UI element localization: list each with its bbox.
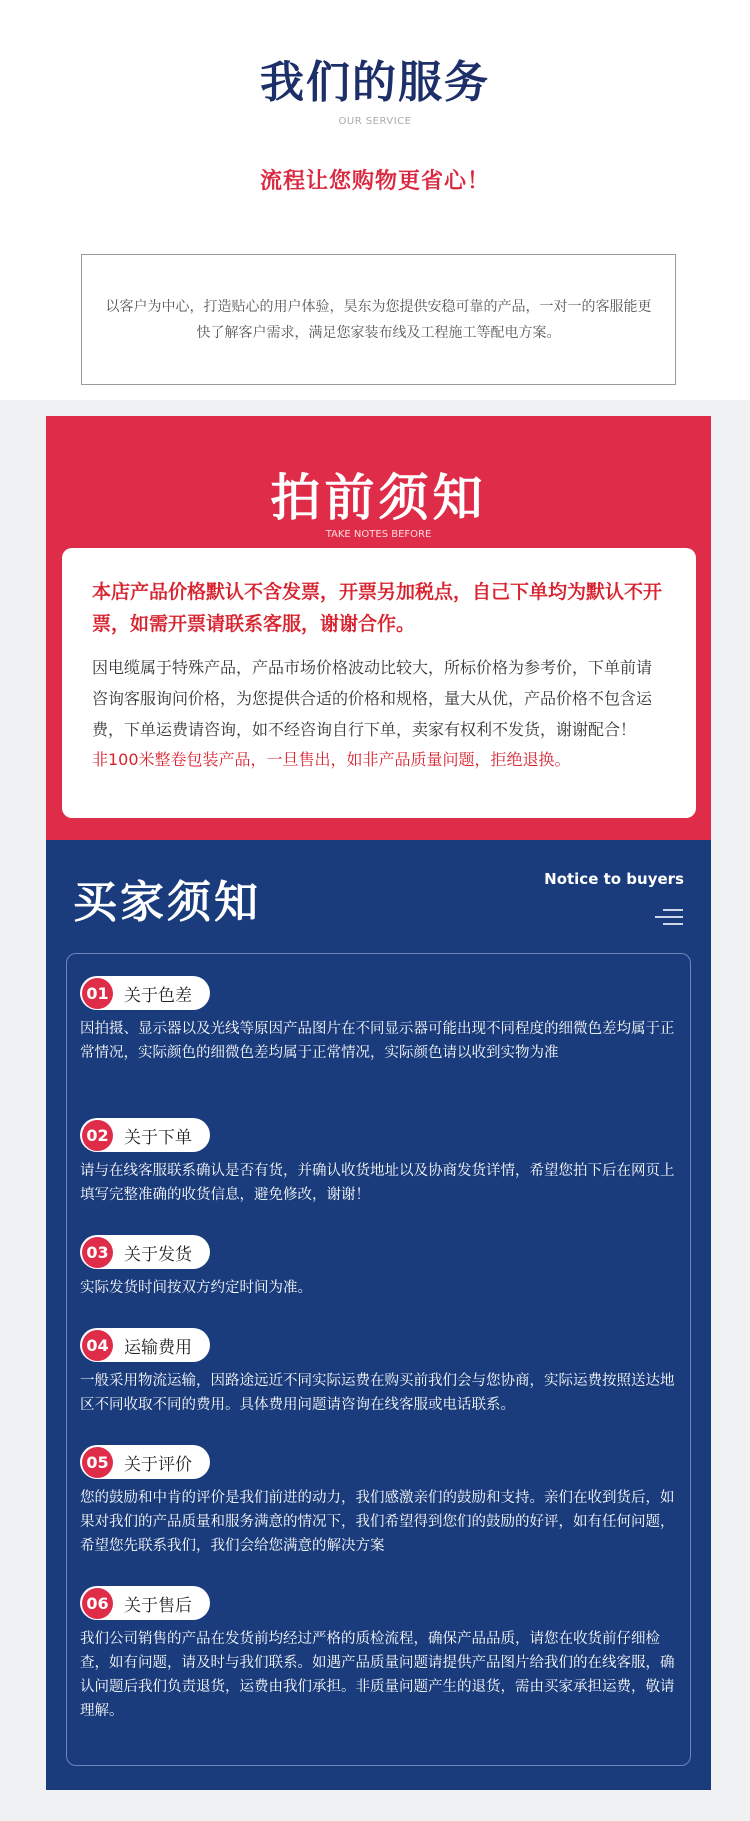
- notes-panel: [46, 416, 711, 840]
- service-description: 以客户为中心，打造贴心的用户体验，昊东为您提供安稳可靠的产品，一对一的客服能更快了解客户需求，满足您家装布线及工程施工等配电方案。: [105, 298, 652, 341]
- item-number-badge: 04: [82, 1330, 113, 1361]
- service-section: [0, 0, 750, 400]
- list-item: [80, 1328, 680, 1417]
- item-text: 您的鼓励和中肯的评价是我们前进的动力，我们感激亲们的鼓励和支持。亲们在收到货后，如果对我们的产品质量和服务满意的情况下，我们希望得到您们的鼓励的好评，如有任何问题，希望您先联系我们，我们会给您满意的解决方案: [80, 1490, 675, 1554]
- notes-title: 拍前须知: [270, 469, 487, 527]
- item-heading: [80, 1328, 210, 1362]
- buyers-subtitle: Notice to buyers: [544, 870, 684, 888]
- item-heading: [80, 976, 210, 1010]
- service-title: 我们的服务: [260, 57, 490, 108]
- item-label: 关于下单: [124, 1127, 192, 1148]
- item-label: 关于评价: [124, 1454, 192, 1475]
- list-item: [80, 976, 680, 1065]
- item-label: 运输费用: [124, 1337, 192, 1358]
- return-notice: 非100米整卷包装产品，一旦售出，如非产品质量问题，拒绝退换。: [92, 750, 571, 769]
- item-number-badge: 03: [82, 1237, 113, 1268]
- item-text: 我们公司销售的产品在发货前均经过严格的质检流程，确保产品品质，请您在收货前仔细检查，如有问题，请及时与我们联系。如遇产品质量问题请提供产品图片给我们的在线客服，确认问题后我们负责退货，运费由我们承担。非质量问题产生的退货，需由买家承担运费，敬请理解。: [80, 1631, 675, 1719]
- list-item: [80, 1586, 680, 1723]
- menu-lines-icon: [655, 909, 683, 925]
- item-number-badge: 06: [82, 1588, 113, 1619]
- service-slogan: 流程让您购物更省心！: [259, 169, 490, 194]
- list-item: [80, 1118, 680, 1207]
- service-subtitle: OUR SERVICE: [338, 116, 412, 127]
- notes-section: [0, 400, 750, 840]
- item-label: 关于发货: [124, 1244, 192, 1265]
- buyers-title: 买家须知: [73, 877, 261, 928]
- invoice-notice: 本店产品价格默认不含发票，开票另加税点，自己下单均为默认不开票，如需开票请联系客服，谢谢合作。: [92, 581, 663, 635]
- item-text: 一般采用物流运输，因路途远近不同实际运费在购买前我们会与您协商，实际运费按照送达地区不同收取不同的费用。具体费用问题请咨询在线客服或电话联系。: [80, 1373, 675, 1413]
- notes-card: [62, 548, 696, 818]
- notes-subtitle: TAKE NOTES BEFORE: [325, 529, 432, 540]
- buyers-section: [0, 840, 750, 1821]
- list-item: [80, 1445, 680, 1558]
- item-text: 因拍摄、显示器以及光线等原因产品图片在不同显示器可能出现不同程度的细微色差均属于正常情况，实际颜色的细微色差均属于正常情况，实际颜色请以收到实物为准: [80, 1021, 675, 1061]
- buyers-panel: [46, 840, 711, 1790]
- item-heading: [80, 1235, 210, 1269]
- item-text: 实际发货时间按双方约定时间为准。: [80, 1280, 312, 1296]
- item-heading: [80, 1118, 210, 1152]
- item-label: 关于色差: [124, 985, 192, 1006]
- item-number-badge: 05: [82, 1447, 113, 1478]
- item-heading: [80, 1586, 210, 1620]
- item-number-badge: 01: [82, 978, 113, 1009]
- buyers-list-box: [66, 953, 691, 1766]
- service-description-box: [81, 254, 676, 385]
- price-notice: 因电缆属于特殊产品，产品市场价格波动比较大，所标价格为参考价，下单前请咨询客服询问价格，为您提供合适的价格和规格，量大从优，产品价格不包含运费，下单运费请咨询，如不经咨询自行下单，卖家有权利不发货，谢谢配合！: [92, 658, 653, 739]
- item-number-badge: 02: [82, 1120, 113, 1151]
- list-item: [80, 1235, 680, 1300]
- item-label: 关于售后: [124, 1595, 192, 1616]
- item-heading: [80, 1445, 210, 1479]
- item-text: 请与在线客服联系确认是否有货，并确认收货地址以及协商发货详情，希望您拍下后在网页上填写完整准确的收货信息，避免修改，谢谢！: [80, 1163, 675, 1203]
